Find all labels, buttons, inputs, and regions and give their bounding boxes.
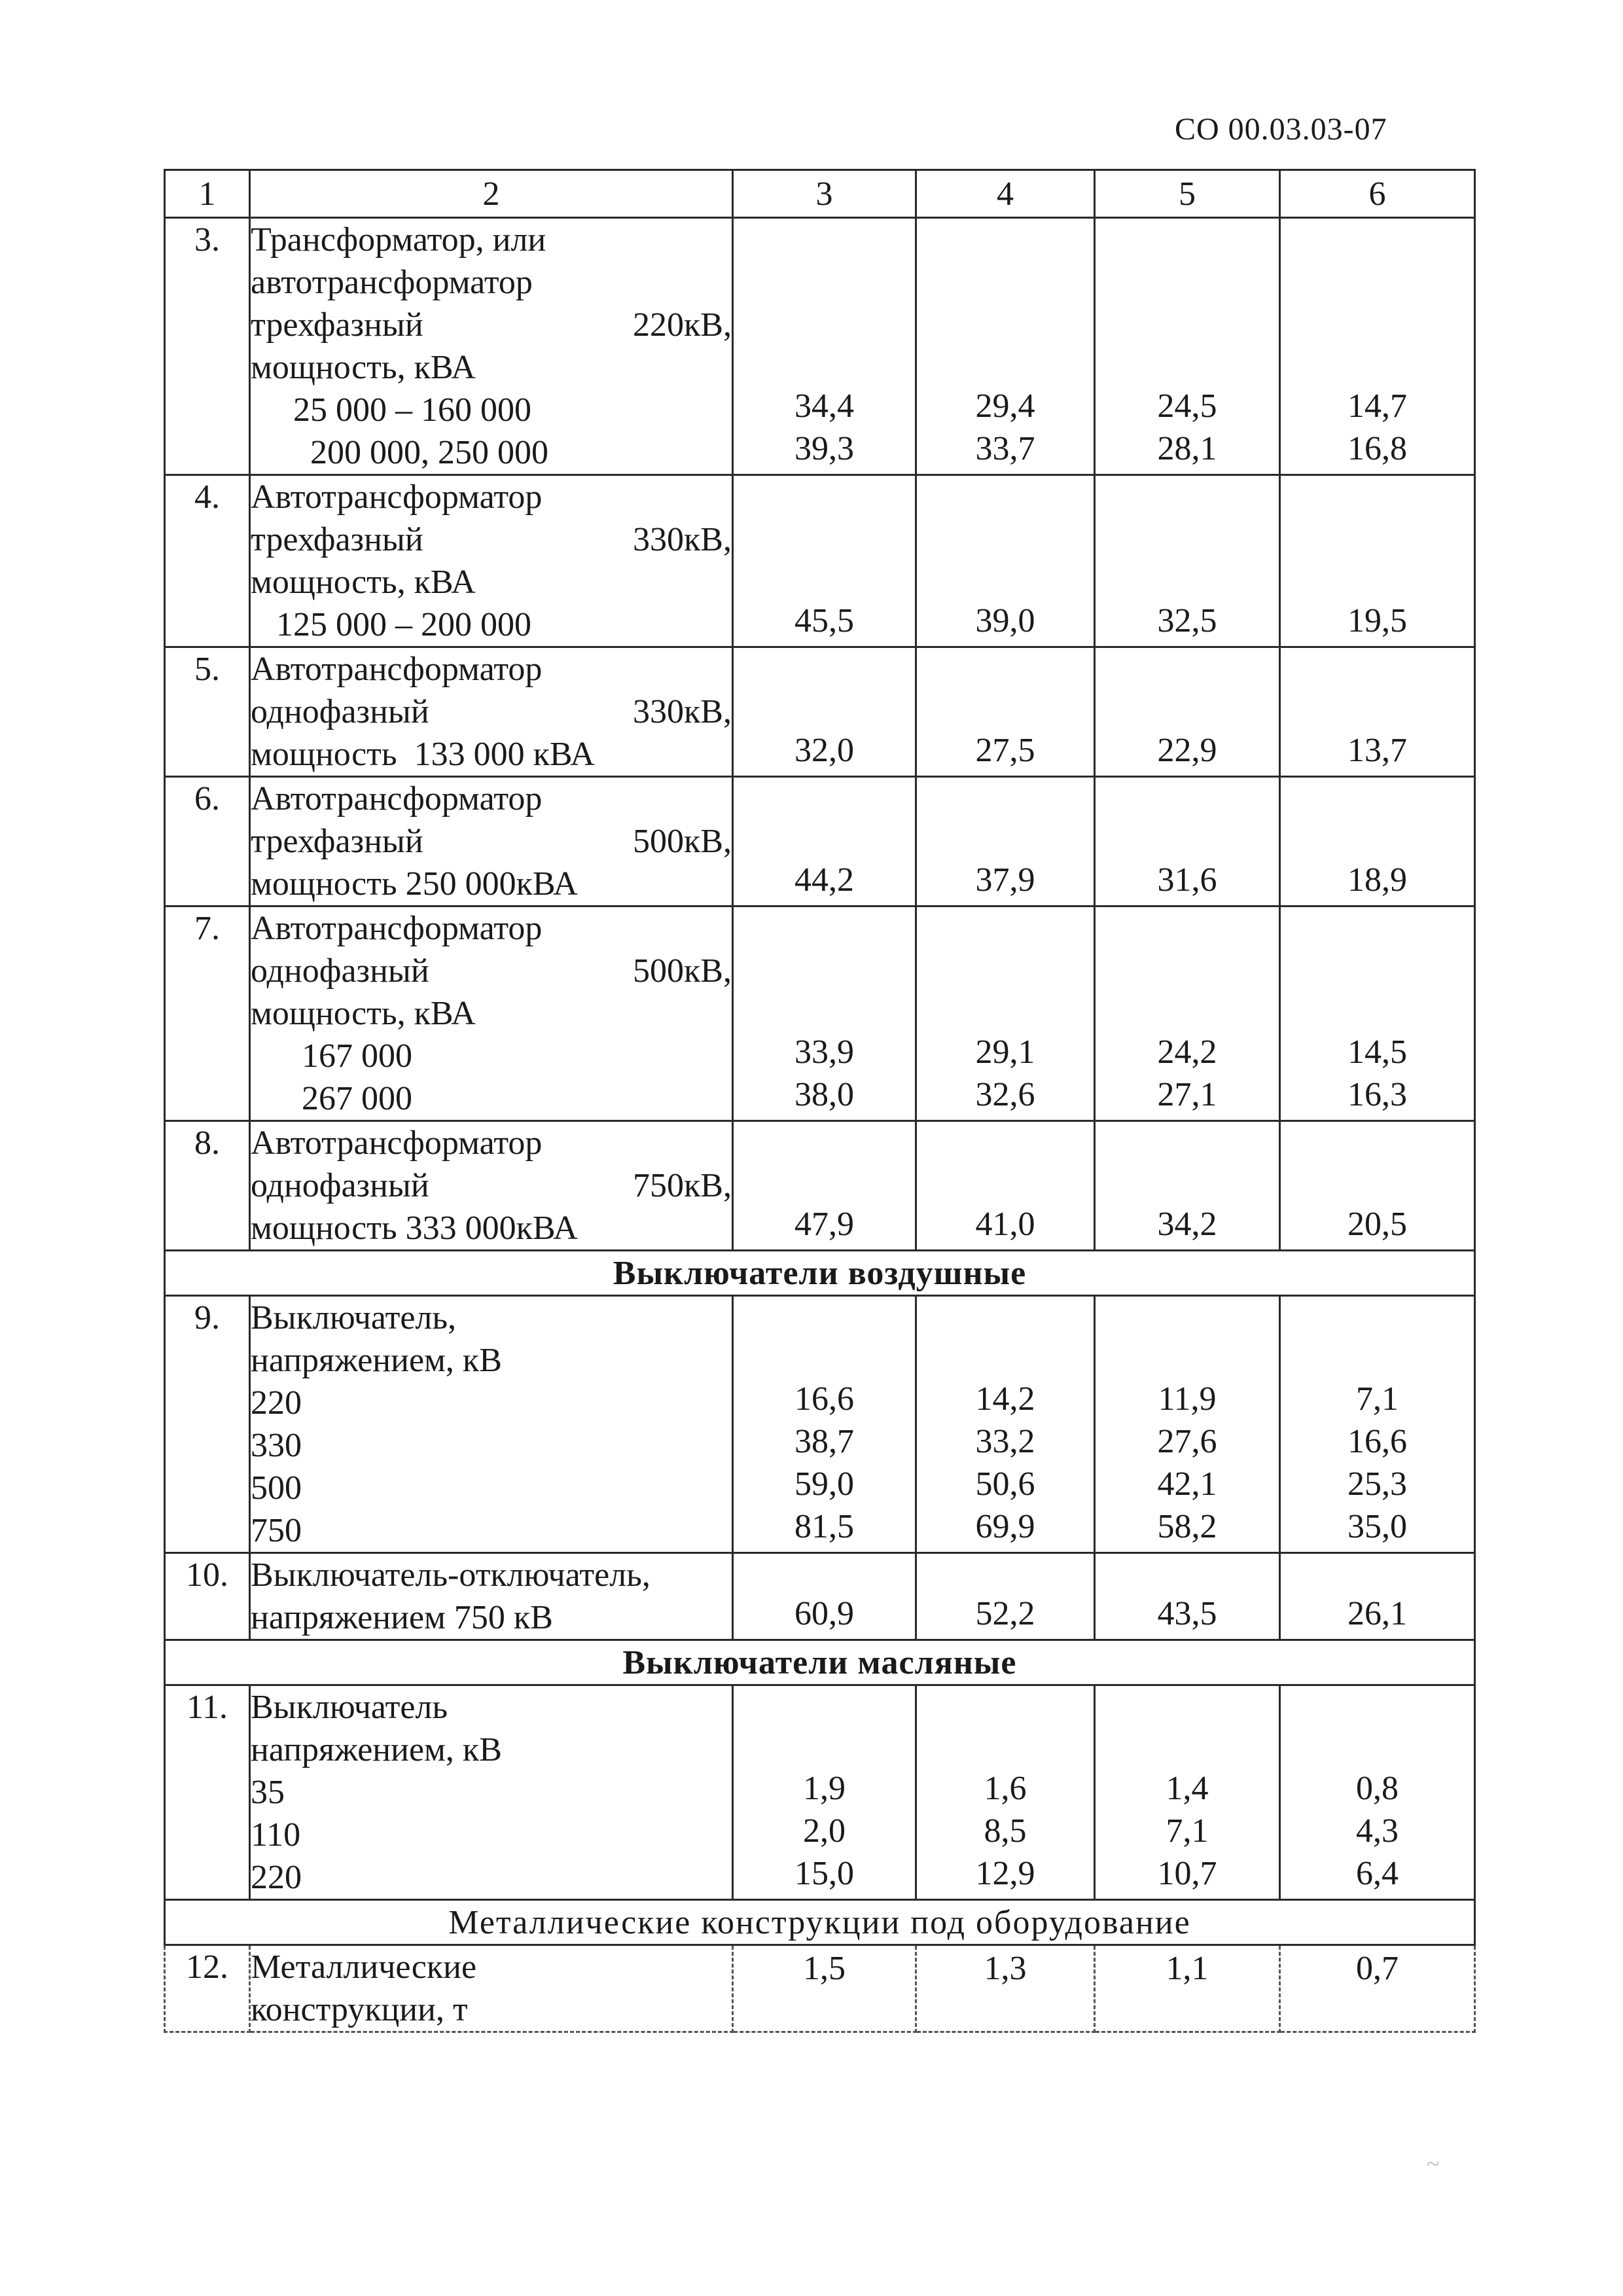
value: 0,8 [1356,1770,1399,1807]
value: 39,0 [975,602,1035,639]
value: 33,7 [975,430,1035,467]
value: 29,4 [975,387,1035,425]
value: 38,0 [794,1076,854,1113]
value: 27,1 [1157,1076,1217,1113]
description-line: 267 000 [251,1080,412,1117]
row-description [250,1121,733,1251]
description-part: однофазный [251,952,429,990]
value: 2,0 [803,1812,846,1850]
value: 8,5 [984,1812,1027,1850]
description-line: Трансформатор, или [251,221,546,259]
value: 52,2 [975,1595,1035,1632]
value: 22,9 [1157,732,1217,769]
value: 33,9 [794,1033,854,1071]
value-cell [733,1121,916,1251]
value: 1,4 [1166,1770,1209,1807]
value: 7,1 [1166,1812,1209,1850]
value: 20,5 [1347,1206,1407,1243]
value: 81,5 [794,1508,854,1545]
value-cell [1095,777,1280,906]
value: 45,5 [794,602,854,639]
section-title: Металлические конструкции под оборудование [165,1900,1475,1945]
value: 6,4 [1356,1855,1399,1892]
description-line: Выключатель-отключатель, [251,1556,651,1594]
table-row [165,777,1475,906]
value: 18,9 [1347,861,1407,899]
value: 38,7 [794,1423,854,1460]
value: 33,2 [975,1423,1035,1460]
value: 12,9 [975,1855,1035,1892]
value-cell [1095,647,1280,777]
value: 0,7 [1356,1950,1399,1987]
value-cell [916,1685,1095,1900]
value: 24,2 [1157,1033,1217,1071]
value-cell [916,777,1095,906]
value-cell [916,1553,1095,1640]
description-line [251,820,732,863]
description-part: однофазный [251,1167,429,1204]
value: 1,3 [984,1950,1027,1987]
description-part: 750кВ, [633,1167,732,1204]
value: 25,3 [1347,1465,1407,1503]
section-title: Выключатели воздушные [165,1251,1475,1296]
value: 27,6 [1157,1423,1217,1460]
description-part: трехфазный [251,521,423,558]
section-row [165,1900,1475,1945]
value: 42,1 [1157,1465,1217,1503]
table-row [165,1121,1475,1251]
row-description [250,906,733,1121]
value: 60,9 [794,1595,854,1632]
value: 47,9 [794,1206,854,1243]
value: 14,2 [975,1380,1035,1418]
value: 39,3 [794,430,854,467]
value: 44,2 [794,861,854,899]
table-row [165,218,1475,475]
value: 69,9 [975,1508,1035,1545]
description-line: напряжением 750 кВ [251,1599,553,1636]
description-line: мощность, кВА [251,564,476,601]
row-number: 7. [165,906,250,1121]
description-line: Автотрансформатор [251,651,543,688]
table-row [165,906,1475,1121]
value-cell [1280,1945,1475,2032]
value-cell [733,777,916,906]
value-cell [1280,1553,1475,1640]
description-line: мощность 333 000кВА [251,1210,578,1247]
description-line: 125 000 – 200 000 [251,606,531,643]
description-line: напряжением, кВ [251,1342,502,1379]
value: 41,0 [975,1206,1035,1243]
column-header: 6 [1280,170,1475,218]
value: 37,9 [975,861,1035,899]
description-line: 167 000 [251,1037,412,1075]
description-line: 220 [251,1384,302,1422]
value: 13,7 [1347,732,1407,769]
value: 15,0 [794,1855,854,1892]
value-cell [916,475,1095,647]
section-row [165,1251,1475,1296]
description-line: мощность, кВА [251,349,476,386]
row-number: 5. [165,647,250,777]
value: 19,5 [1347,602,1407,639]
row-number: 11. [165,1685,250,1900]
value-cell [1280,777,1475,906]
value-cell [1280,1296,1475,1553]
description-part: 330кВ, [633,693,732,730]
value: 1,6 [984,1770,1027,1807]
column-header: 5 [1095,170,1280,218]
row-description [250,218,733,475]
description-line: 25 000 – 160 000 [251,391,531,429]
column-header: 2 [250,170,733,218]
value-cell [733,1945,916,2032]
value: 27,5 [975,732,1035,769]
value-cell [1280,1685,1475,1900]
value-cell [1280,475,1475,647]
row-number: 6. [165,777,250,906]
value-cell [1095,475,1280,647]
value-cell [733,218,916,475]
table-row [165,475,1475,647]
value-cell [1095,1121,1280,1251]
value-cell [733,906,916,1121]
value: 32,0 [794,732,854,769]
description-line: напряжением, кВ [251,1731,502,1768]
description-line [251,1164,732,1207]
value-cell [916,647,1095,777]
description-line: конструкции, т [251,1991,468,2028]
value: 16,6 [794,1380,854,1418]
value-cell [916,906,1095,1121]
description-line: 220 [251,1859,302,1896]
description-line [251,950,732,992]
section-row [165,1640,1475,1685]
value: 58,2 [1157,1508,1217,1545]
row-number: 8. [165,1121,250,1251]
description-part: трехфазный [251,306,423,344]
value: 26,1 [1347,1595,1407,1632]
description-line: 750 [251,1512,302,1549]
value-cell [916,218,1095,475]
column-header: 3 [733,170,916,218]
column-header: 1 [165,170,250,218]
row-number: 9. [165,1296,250,1553]
description-part: 500кВ, [633,823,732,860]
value-cell [1095,1553,1280,1640]
row-description [250,647,733,777]
value: 10,7 [1157,1855,1217,1892]
table-row [165,1945,1475,2032]
section-title: Выключатели масляные [165,1640,1475,1685]
value-cell [1095,1296,1280,1553]
value-cell [916,1121,1095,1251]
description-part: трехфазный [251,823,423,860]
value: 31,6 [1157,861,1217,899]
value: 50,6 [975,1465,1035,1503]
row-number: 3. [165,218,250,475]
value-cell [733,1296,916,1553]
row-description [250,1685,733,1900]
description-line: Автотрансформатор [251,780,543,817]
value: 4,3 [1356,1812,1399,1850]
table-row [165,1685,1475,1900]
table-row [165,647,1475,777]
value: 34,4 [794,387,854,425]
value: 16,8 [1347,430,1407,467]
description-line: Металлические [251,1948,477,1986]
row-number: 10. [165,1553,250,1640]
value: 32,6 [975,1076,1035,1113]
row-description [250,1296,733,1553]
description-line: 35 [251,1774,285,1811]
value-cell [916,1945,1095,2032]
value: 1,5 [803,1950,846,1987]
description-line: Выключатель, [251,1299,457,1336]
description-part: однофазный [251,693,429,730]
value: 1,9 [803,1770,846,1807]
value: 32,5 [1157,602,1217,639]
value-cell [1280,218,1475,475]
description-line: Автотрансформатор [251,478,543,516]
value-cell [1095,218,1280,475]
value-cell [1280,1121,1475,1251]
value: 43,5 [1157,1595,1217,1632]
value-cell [733,1685,916,1900]
value: 29,1 [975,1033,1035,1071]
page-mark: ~ [1427,2151,1440,2177]
document-code: СО 00.03.03-07 [1175,112,1387,147]
description-line: Выключатель [251,1689,448,1726]
value: 11,9 [1158,1380,1217,1418]
description-line: 500 [251,1469,302,1507]
description-line: мощность 250 000кВА [251,865,578,903]
description-line: автотрансформатор [251,264,533,301]
value: 1,1 [1166,1950,1209,1987]
header-row [165,170,1475,218]
value: 7,1 [1356,1380,1399,1418]
value-cell [733,647,916,777]
value-cell [733,475,916,647]
description-part: 500кВ, [633,952,732,990]
value: 14,5 [1347,1033,1407,1071]
value: 34,2 [1157,1206,1217,1243]
description-line: 200 000, 250 000 [251,434,548,471]
column-header: 4 [916,170,1095,218]
description-line: Автотрансформатор [251,1124,543,1162]
description-part: 220кВ, [633,306,732,344]
description-line [251,691,732,733]
description-line [251,518,732,561]
value: 16,3 [1347,1076,1407,1113]
description-line: Автотрансформатор [251,910,543,947]
value-cell [1280,647,1475,777]
description-part: 330кВ, [633,521,732,558]
description-line [251,304,732,346]
description-line: мощность, кВА [251,995,476,1032]
value: 35,0 [1347,1508,1407,1545]
value: 59,0 [794,1465,854,1503]
row-description [250,475,733,647]
table-row [165,1296,1475,1553]
value-cell [1095,1945,1280,2032]
table-row [165,1553,1475,1640]
value-cell [733,1553,916,1640]
value-cell [1095,1685,1280,1900]
row-number: 12. [165,1945,250,2032]
description-line: мощность 133 000 кВА [251,736,595,773]
value: 28,1 [1157,430,1217,467]
value-cell [916,1296,1095,1553]
value-cell [1280,906,1475,1121]
value: 14,7 [1347,387,1407,425]
description-line: 330 [251,1427,302,1464]
row-description [250,1553,733,1640]
row-number: 4. [165,475,250,647]
value-cell [1095,906,1280,1121]
value: 24,5 [1157,387,1217,425]
row-description [250,777,733,906]
description-line: 110 [251,1816,301,1854]
row-description [250,1945,733,2032]
value: 16,6 [1347,1423,1407,1460]
equipment-table [164,169,1476,2033]
